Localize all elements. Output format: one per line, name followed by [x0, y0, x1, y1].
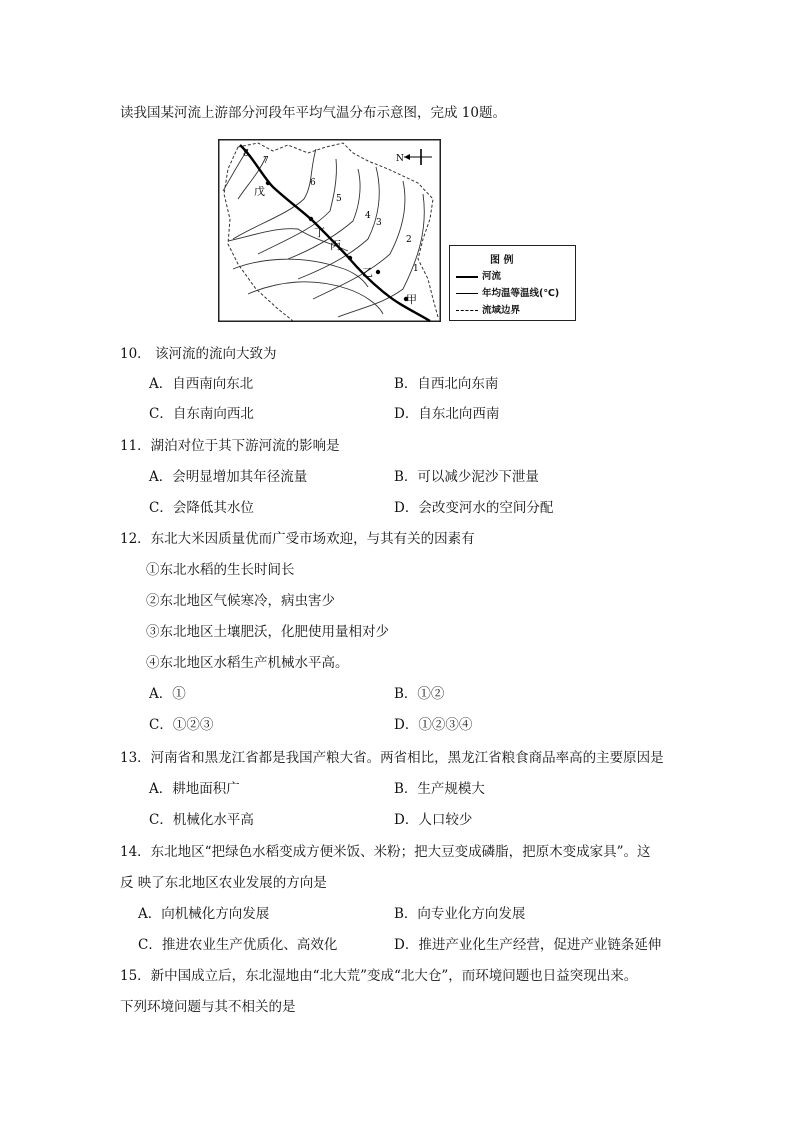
- isotherm-label: 3: [376, 218, 382, 228]
- q11-option-d[interactable]: D．会改变河水的空间分配: [394, 500, 554, 516]
- river-temperature-map: [218, 139, 441, 322]
- q10-option-c[interactable]: C．自东南向西北: [149, 406, 254, 422]
- q14-option-a[interactable]: A．向机械化方向发展: [138, 906, 270, 922]
- q12-option-d[interactable]: D．①②③④: [394, 717, 473, 733]
- place-dot-yi: [376, 270, 380, 274]
- place-label-wu: 戊: [254, 185, 265, 198]
- isotherm-label: 6: [310, 178, 316, 188]
- q15-stem-cont: 下列环境问题与其不相关的是: [120, 999, 296, 1015]
- q10-option-d[interactable]: D．自东北向西南: [394, 406, 500, 422]
- q10-option-a[interactable]: A．自西南向东北: [149, 376, 254, 392]
- q13-option-d[interactable]: D．人口较少: [394, 812, 473, 828]
- legend-boundary-swatch: [456, 310, 478, 311]
- q10-option-b[interactable]: B．自西北向东南: [394, 376, 499, 392]
- place-label-ding: 丁: [314, 226, 325, 239]
- q12-item-1: ①东北水稻的生长时间长: [146, 562, 295, 578]
- legend-river: 河流: [456, 268, 501, 282]
- q12-option-b[interactable]: B．①②: [394, 686, 445, 702]
- q12-option-a[interactable]: A．①: [149, 686, 186, 702]
- legend-isotherm-swatch: [456, 293, 478, 294]
- isotherm-label: 5: [336, 194, 342, 204]
- q11-option-c[interactable]: C．会降低其水位: [149, 500, 254, 516]
- q15-stem: 15．新中国成立后，东北湿地由“北大荒”变成“北大仓”，而环境问题也日益突现出来。: [120, 968, 638, 984]
- q14-stem: 14．东北地区“把绿色水稻变成方便米饭、米粉；把大豆变成磷脂，把原木变成家具”。这: [120, 844, 651, 860]
- q13-option-a[interactable]: A．耕地面积广: [149, 781, 240, 797]
- q12-item-2: ②东北地区气候寒冷，病虫害少: [146, 593, 335, 609]
- isotherm-label: 4: [365, 211, 371, 221]
- q11-option-b[interactable]: B．可以减少泥沙下泄量: [394, 469, 539, 485]
- q11-stem: 11．湖泊对位于其下游河流的影响是: [120, 438, 340, 454]
- legend-title: 图 例: [490, 255, 514, 266]
- place-dot-bing: [348, 256, 352, 260]
- legend-isotherm: 年均温等温线(℃): [456, 285, 559, 299]
- q13-stem: 13．河南省和黑龙江省都是我国产粮大省。两省相比，黑龙江省粮食商品率高的主要原因是: [120, 750, 664, 766]
- place-dot-ding: [309, 217, 313, 221]
- q14-option-b[interactable]: B．向专业化方向发展: [394, 906, 526, 922]
- isotherm-label: 1: [413, 264, 419, 274]
- q13-option-b[interactable]: B．生产规模大: [394, 781, 485, 797]
- place-label-bing: 丙: [330, 239, 341, 252]
- q10-stem: 10． 该河流的流向大致为: [120, 346, 277, 362]
- q14-stem-cont: 反 映了东北地区农业发展的方向是: [120, 875, 327, 891]
- isotherm-label: 7: [263, 156, 269, 166]
- intro-text: 读我国某河流上游部分河段年平均气温分布示意图，完成 10题。: [120, 105, 506, 121]
- legend-river-swatch: [456, 276, 478, 278]
- legend-boundary: 流域边界: [456, 302, 520, 316]
- place-dot-wu: [266, 181, 270, 185]
- q12-stem: 12．东北大米因质量优而广受市场欢迎，与其有关的因素有: [120, 531, 475, 547]
- map-legend: [449, 245, 576, 321]
- q14-option-c[interactable]: C．推进农业生产优质化、高效化: [138, 937, 338, 953]
- q12-item-3: ③东北地区土壤肥沃，化肥使用量相对少: [146, 624, 389, 640]
- q12-item-4: ④东北地区水稻生产机械水平高。: [146, 655, 349, 671]
- q13-option-c[interactable]: C．机械化水平高: [149, 812, 254, 828]
- q14-option-d[interactable]: D．推进产业化生产经营，促进产业链条延伸: [394, 937, 662, 953]
- place-label-jia: 甲: [406, 293, 417, 306]
- place-label-yi: 乙: [362, 266, 373, 279]
- q12-option-c[interactable]: C．①②③: [149, 717, 214, 733]
- isotherm-label: 8: [243, 149, 249, 159]
- svg-text:N: N: [396, 154, 404, 164]
- q11-option-a[interactable]: A．会明显增加其年径流量: [149, 469, 308, 485]
- isotherm-label: 2: [406, 235, 412, 245]
